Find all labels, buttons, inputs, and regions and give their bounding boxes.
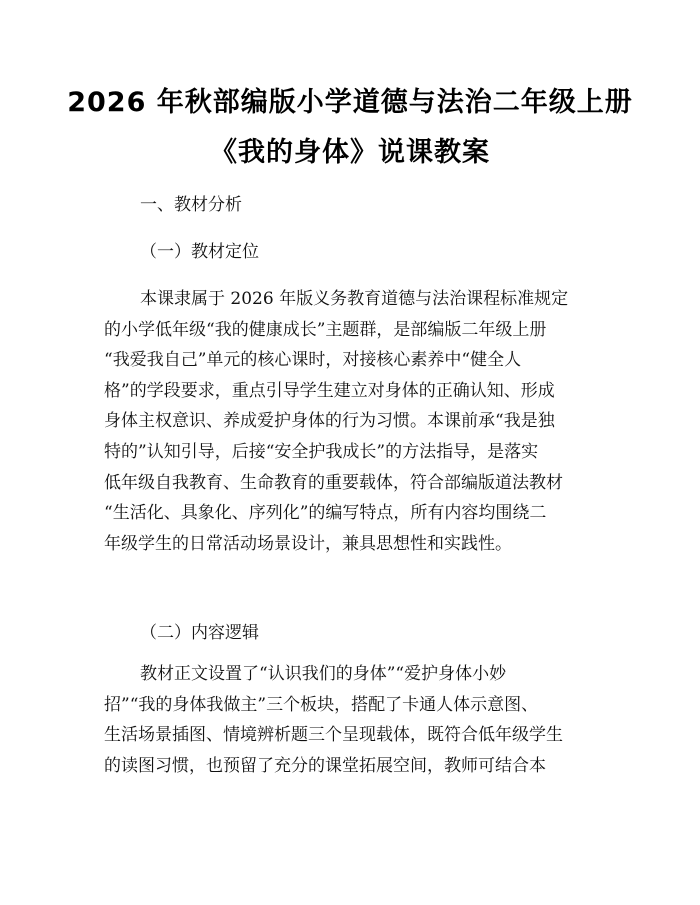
document-title-line-1: 2026 年秋部编版小学道德与法治二年级上册 <box>67 87 633 118</box>
paragraph-line: “生活化、具象化、序列化”的编写特点，所有内容均围绕二 <box>104 503 547 524</box>
subsection-heading-content-logic: （二）内容逻辑 <box>140 623 259 643</box>
paragraph-line: 格”的学段要求，重点引导学生建立对身体的正确认知、形成 <box>104 380 555 401</box>
paragraph-content-logic <box>104 659 604 781</box>
paragraph-line: “我爱我自己”单元的核心课时，对接核心素养中“健全人 <box>104 350 522 371</box>
paragraph-line: 特的”认知引导，后接“安全护我成长”的方法指导，是落实 <box>104 441 539 462</box>
paragraph-line: 的读图习惯，也预留了充分的课堂拓展空间，教师可结合本 <box>104 755 546 776</box>
document-title-line-2: 《我的身体》说课教案 <box>210 137 490 168</box>
subsection-heading-textbook-positioning: （一）教材定位 <box>140 242 259 262</box>
paragraph-line: 招”“我的身体我做主”三个板块，搭配了卡通人体示意图、 <box>104 694 539 715</box>
section-heading-textbook-analysis: 一、教材分析 <box>140 195 242 215</box>
paragraph-line: 生活场景插图、情境辨析题三个呈现载体，既符合低年级学生 <box>104 725 563 746</box>
paragraph-line: 本课隶属于 2026 年版义务教育道德与法治课程标准规定 <box>140 289 569 309</box>
paragraph-line: 低年级自我教育、生命教育的重要载体，符合部编版道法教材 <box>104 472 563 493</box>
paragraph-line: 年级学生的日常活动场景设计，兼具思想性和实践性。 <box>104 533 512 554</box>
paragraph-textbook-positioning <box>104 284 604 559</box>
paragraph-line: 教材正文设置了“认识我们的身体”“爱护身体小妙 <box>140 664 507 684</box>
paragraph-line: 的小学低年级“我的健康成长”主题群，是部编版二年级上册 <box>104 319 547 340</box>
paragraph-line: 身体主权意识、养成爱护身体的行为习惯。本课前承“我是独 <box>104 411 555 432</box>
